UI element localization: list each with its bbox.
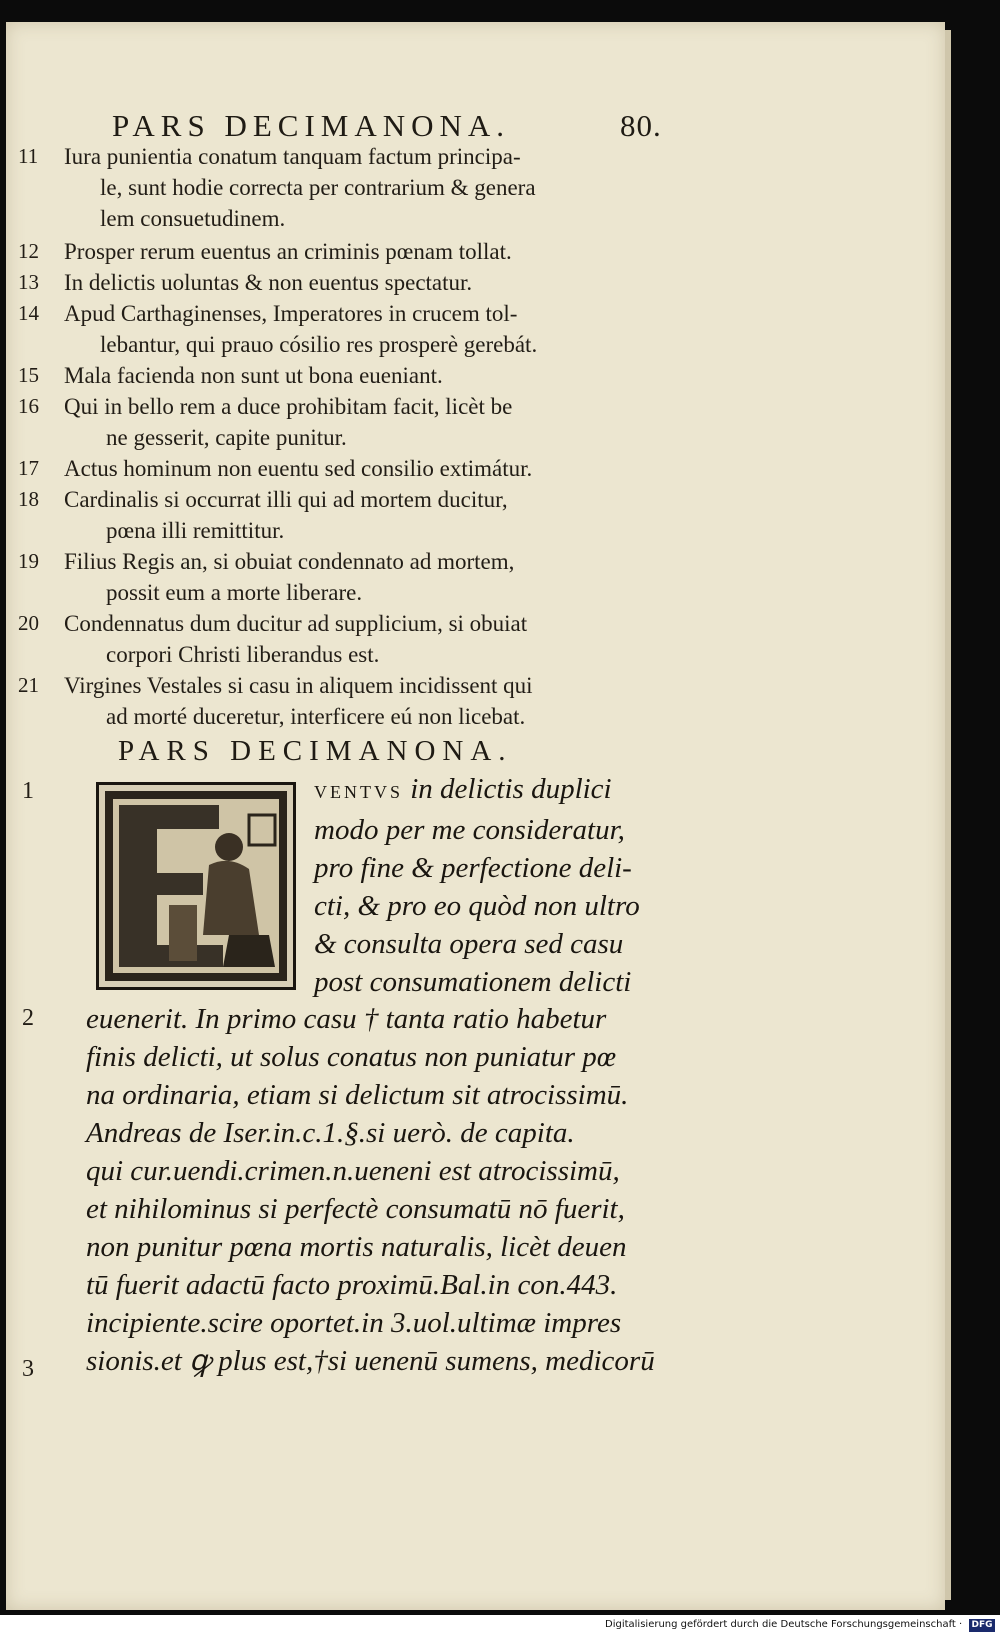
summary-number: 20	[18, 611, 39, 635]
summary-item	[18, 141, 698, 234]
summary-number: 18	[18, 487, 39, 511]
summary-line: In delictis uoluntas & non euentus spectatur.	[64, 270, 473, 295]
summary-item	[18, 267, 698, 298]
summary-item	[18, 670, 698, 732]
body-text-upper	[314, 770, 704, 1001]
running-head-title: PARS DECIMANONA.	[112, 108, 511, 143]
body-line: & consulta opera sed casu	[314, 928, 624, 960]
body-line: et nihilominus si perfectè consumatū nō fuerit,	[86, 1193, 625, 1225]
body-line: finis delicti, ut solus conatus non puniatur pœ	[86, 1041, 617, 1073]
summary-line: Iura punientia conatum tanquam factum principa-	[64, 144, 521, 169]
body-line: Andreas de Iser.in.c.1.§.si uerò. de capita.	[86, 1117, 575, 1149]
page-edge	[945, 30, 951, 1600]
small-caps-word: VENTVS	[314, 782, 403, 802]
body-line: pro fine & perfectione deli-	[314, 852, 632, 884]
dfg-logo: DFG	[969, 1619, 995, 1632]
summary-line: Condennatus dum ducitur ad supplicium, si obuiat	[64, 611, 528, 636]
section-heading: PARS DECIMANONA.	[118, 735, 513, 767]
summary-line: pœna illi remittitur.	[106, 518, 285, 543]
summary-number: 13	[18, 270, 39, 294]
body-line: non punitur pœna mortis naturalis, licèt deuen	[86, 1231, 627, 1263]
summary-line: corpori Christi liberandus est.	[106, 642, 380, 667]
summary-item	[18, 453, 698, 484]
body-line: tū fuerit adactū facto proximū.Bal.in con.443.	[86, 1269, 618, 1301]
summary-line: Qui in bello rem a duce prohibitam facit, licèt be	[64, 394, 513, 419]
body-line-text: in delictis duplici	[403, 773, 612, 805]
summary-line: Apud Carthaginenses, Imperatores in crucem tol-	[64, 301, 518, 326]
summary-item	[18, 608, 698, 670]
body-line: euenerit. In primo casu † tanta ratio habetur	[86, 1003, 607, 1035]
summary-item	[18, 236, 698, 267]
summary-line: le, sunt hodie correcta per contrarium & genera	[100, 175, 536, 200]
body-line: modo per me consideratur,	[314, 814, 625, 846]
summary-line: Cardinalis si occurrat illi qui ad mortem ducitur,	[64, 487, 508, 512]
summary-line: Mala facienda non sunt ut bona eueniant.	[64, 363, 443, 388]
body-line: post consumationem delicti	[314, 966, 632, 998]
summary-item	[18, 546, 698, 608]
summary-line: ad morté duceretur, interficere eú non licebat.	[106, 704, 526, 729]
summary-line: lebantur, qui prauo cósilio res prosperè gerebát.	[100, 332, 538, 357]
summary-line: Prosper rerum euentus an criminis pœnam tollat.	[64, 239, 512, 264]
woodcut-initial-art	[99, 785, 293, 987]
body-text-lower	[86, 1000, 706, 1380]
body-line: na ordinaria, etiam si delictum sit atrocissimū.	[86, 1079, 629, 1111]
margin-number: 3	[22, 1356, 34, 1382]
summary-item	[18, 391, 698, 453]
summary-item	[18, 360, 698, 391]
summary-line: Filius Regis an, si obuiat condennato ad mortem,	[64, 549, 515, 574]
summary-line: Virgines Vestales si casu in aliquem incidissent qui	[64, 673, 533, 698]
summary-line: lem consuetudinem.	[100, 206, 286, 231]
footer-credit: Digitalisierung gefördert durch die Deutsche Forschungsgemeinschaft ·	[605, 1619, 963, 1630]
summary-number: 14	[18, 301, 39, 325]
summary-number: 11	[18, 144, 39, 168]
running-head	[112, 108, 672, 144]
body-line: qui cur.uendi.crimen.n.ueneni est atrocissimū,	[86, 1155, 620, 1187]
summary-line: ne gesserit, capite punitur.	[106, 425, 347, 450]
body-line: cti, & pro eo quòd non ultro	[314, 890, 640, 922]
body-line: incipiente.scire oportet.in 3.uol.ultimæ impres	[86, 1307, 622, 1339]
body-line: sionis.et ꝙ plus est,†si uenenū sumens, medicorū	[86, 1345, 655, 1377]
summary-line: Actus hominum non euentu sed consilio extimátur.	[64, 456, 533, 481]
summary-number: 16	[18, 394, 39, 418]
summary-item	[18, 298, 698, 360]
body-line	[314, 770, 704, 811]
summary-item	[18, 484, 698, 546]
folio-number: 80.	[620, 108, 662, 143]
summary-number: 19	[18, 549, 39, 573]
summary-line: possit eum a morte liberare.	[106, 580, 363, 605]
summary-number: 12	[18, 239, 39, 263]
summary-number: 17	[18, 456, 39, 480]
woodcut-initial	[96, 782, 296, 990]
summary-number: 21	[18, 673, 39, 697]
summary-number: 15	[18, 363, 39, 387]
margin-number: 1	[22, 778, 34, 804]
margin-number: 2	[22, 1005, 34, 1031]
